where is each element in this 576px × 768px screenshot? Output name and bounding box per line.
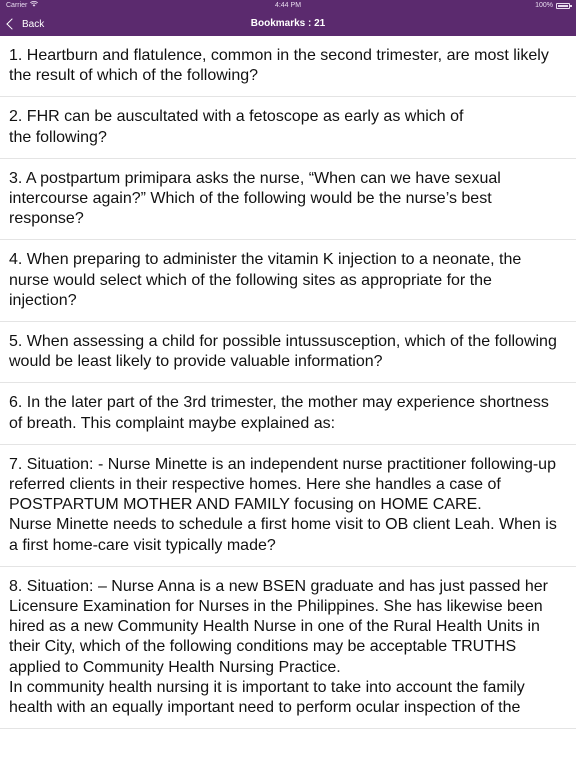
bookmark-text-line: of breath. This complaint maybe explained as: — [9, 414, 336, 432]
bookmark-text-line: a first home-care visit typically made? — [9, 536, 276, 554]
bookmark-text-line: nurse would select which of the following sites as appropriate for the — [9, 271, 492, 289]
bookmark-text-line: health with an equally important need to perform ocular inspection of the — [9, 699, 521, 717]
bookmark-text-line: 4. When preparing to administer the vitamin K injection to a neonate, the — [9, 251, 522, 269]
bookmark-text-line: applied to Community Health Nursing Practice. — [9, 658, 341, 676]
page-title: Bookmarks : 21 — [250, 18, 326, 29]
bookmark-text-line: In community health nursing it is important to take into account the family — [9, 678, 525, 696]
bookmark-text-line: POSTPARTUM MOTHER AND FAMILY focusing on HOME CARE. — [9, 496, 482, 514]
bookmark-text-line: 3. A postpartum primipara asks the nurse, “When can we have sexual — [9, 169, 501, 187]
bookmark-item[interactable] — [0, 383, 576, 444]
bookmark-text-line: 2. FHR can be auscultated with a fetoscope as early as which of — [9, 108, 464, 126]
bookmark-text-line: their City, which of the following conditions may be acceptable TRUTHS — [9, 638, 517, 656]
bookmark-item[interactable] — [0, 159, 576, 241]
bookmark-item[interactable] — [0, 445, 576, 567]
bookmark-text-line: intercourse again?” Which of the following would be the nurse’s best — [9, 190, 492, 208]
battery-icon — [556, 3, 570, 9]
bookmark-text-line: Licensure Examination for Nurses in the Philippines. She has likewise been — [9, 598, 543, 616]
status-time: 4:44 PM — [274, 2, 302, 9]
bookmark-text-line: response? — [9, 210, 84, 228]
bookmark-text-line: 1. Heartburn and flatulence, common in the second trimester, are most likely — [9, 47, 549, 64]
bookmark-item[interactable] — [0, 240, 576, 322]
bookmark-text-line: Nurse Minette needs to schedule a first home visit to OB client Leah. When is — [9, 516, 557, 534]
chevron-left-icon — [6, 18, 17, 29]
bookmark-text-line: would be least likely to provide valuable information? — [9, 353, 383, 371]
bookmark-text-line: hired as a new Community Health Nurse in one of the Rural Health Units in — [9, 618, 540, 636]
bookmark-text-line: 8. Situation: – Nurse Anna is a new BSEN graduate and has just passed her — [9, 577, 548, 595]
bookmark-text-line: the following? — [9, 128, 107, 146]
bookmark-item[interactable] — [0, 567, 576, 729]
bookmark-text-line: 7. Situation: - Nurse Minette is an independent nurse practitioner following-up — [9, 455, 556, 473]
bookmark-text-line: injection? — [9, 291, 77, 309]
bookmark-text-line: 6. In the later part of the 3rd trimester, the mother may experience shortness — [9, 394, 549, 412]
back-button-label: Back — [22, 18, 45, 30]
bookmark-item[interactable] — [0, 36, 576, 97]
navigation-bar — [0, 12, 576, 36]
bookmark-text-line: 5. When assessing a child for possible intussusception, which of the following — [9, 333, 557, 351]
battery-indicator — [535, 0, 570, 12]
bookmark-text-line: referred clients in their respective homes. Here she handles a case of — [9, 476, 501, 494]
bookmark-text-line: the result of which of the following? — [9, 67, 259, 85]
status-bar — [0, 0, 576, 12]
battery-percent: 100% — [535, 2, 553, 9]
bookmark-item[interactable] — [0, 97, 576, 158]
bookmark-item[interactable] — [0, 322, 576, 383]
carrier-text: Carrier — [6, 2, 28, 9]
back-button[interactable] — [6, 12, 44, 36]
bookmark-list[interactable] — [0, 36, 576, 768]
